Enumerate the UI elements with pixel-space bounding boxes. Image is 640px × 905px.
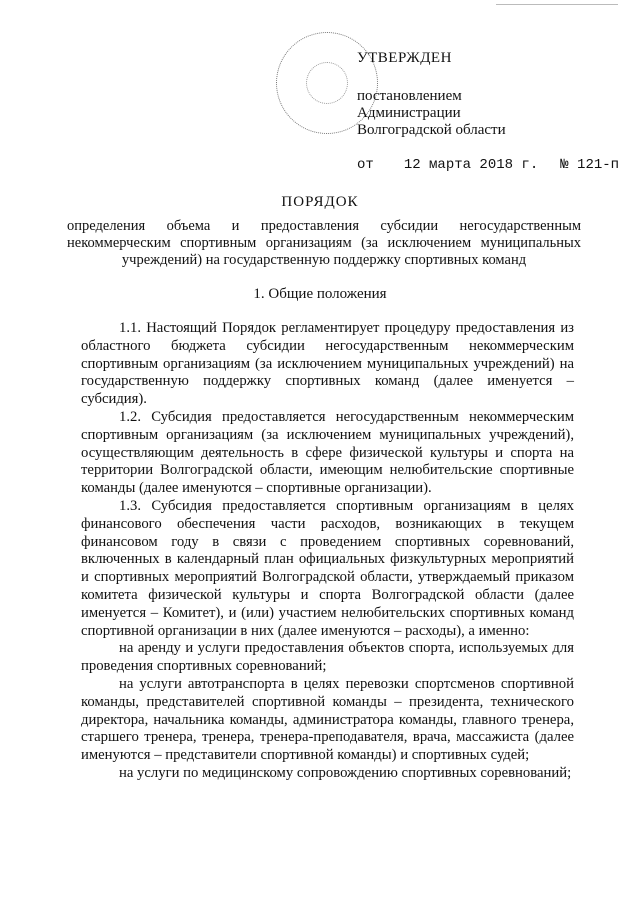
paragraph-1-2: 1.2. Субсидия предоставляется негосударственным некоммерческим спортивным организациям (за исключением муниципальных учреждений), осуществляющим деятельность в сфере физической культуры и спорта на территории Волгоградской области, имеющим нелюбительские спортивные команды (далее именуются – спортивные организации). (81, 408, 574, 497)
approval-line-3: Волгоградской области (357, 122, 506, 138)
approval-line-2: Администрации (357, 105, 461, 121)
list-item-transport: на услуги автотранспорта в целях перевозки спортсменов спортивной команды, представителей спортивной команды – президента, технического директора, начальника команды, администратора команды, главного тренера, старшего тренера, тренера, тренера-преподавателя, врача, массажиста (далее именуются – представители спортивной команды) и спортивных судей; (81, 675, 574, 764)
document-title: ПОРЯДОК (281, 194, 359, 210)
approval-line-1: постановлением (357, 88, 462, 104)
list-item-medical: на услуги по медицинскому сопровождению спортивных соревнований; (119, 764, 572, 781)
approval-date-line (357, 157, 619, 174)
document-body (81, 320, 574, 783)
official-seal-center (306, 62, 348, 104)
document-subtitle: определения объема и предоставления субсидии негосударственным некоммерческим спортивным организациям (за исключением муниципальных учреждений) на государственную поддержку спортивных команд (67, 218, 581, 268)
date-prefix: от (357, 157, 374, 173)
paragraph-1-1: 1.1. Настоящий Порядок регламентирует процедуру предоставления из областного бюджета субсидии негосударственным некоммерческим спортивным организациям (за исключением муниципальных учреждений) на государственную поддержку спортивных команд (далее именуется – субсидия). (81, 320, 574, 408)
scan-edge-line (496, 4, 618, 5)
list-item-rent: на аренду и услуги предоставления объектов спорта, используемых для проведения спортивных соревнований; (81, 640, 574, 675)
paragraph-1-3: 1.3. Субсидия предоставляется спортивным организациям в целях финансового обеспечения части расходов, возникающих в текущем финансовом году в связи с проведением спортивных соревнований, включенных в календарный план официальных физкультурных мероприятий и спортивных мероприятий Волгоградской области, утверждаемый приказом комитета физической культуры и спорта Волгоградской области (далее именуется – Комитет), и (или) участием нелюбительских спортивных команд спортивной организации в них (далее именуются – расходы), а именно: (81, 497, 574, 639)
approval-date: 12 марта 2018 г. (403, 157, 539, 173)
approval-number: № 121-п (560, 157, 620, 173)
approval-heading: УТВЕРЖДЕН (357, 50, 452, 66)
section-heading: 1. Общие положения (253, 286, 387, 302)
approval-block (357, 50, 619, 174)
